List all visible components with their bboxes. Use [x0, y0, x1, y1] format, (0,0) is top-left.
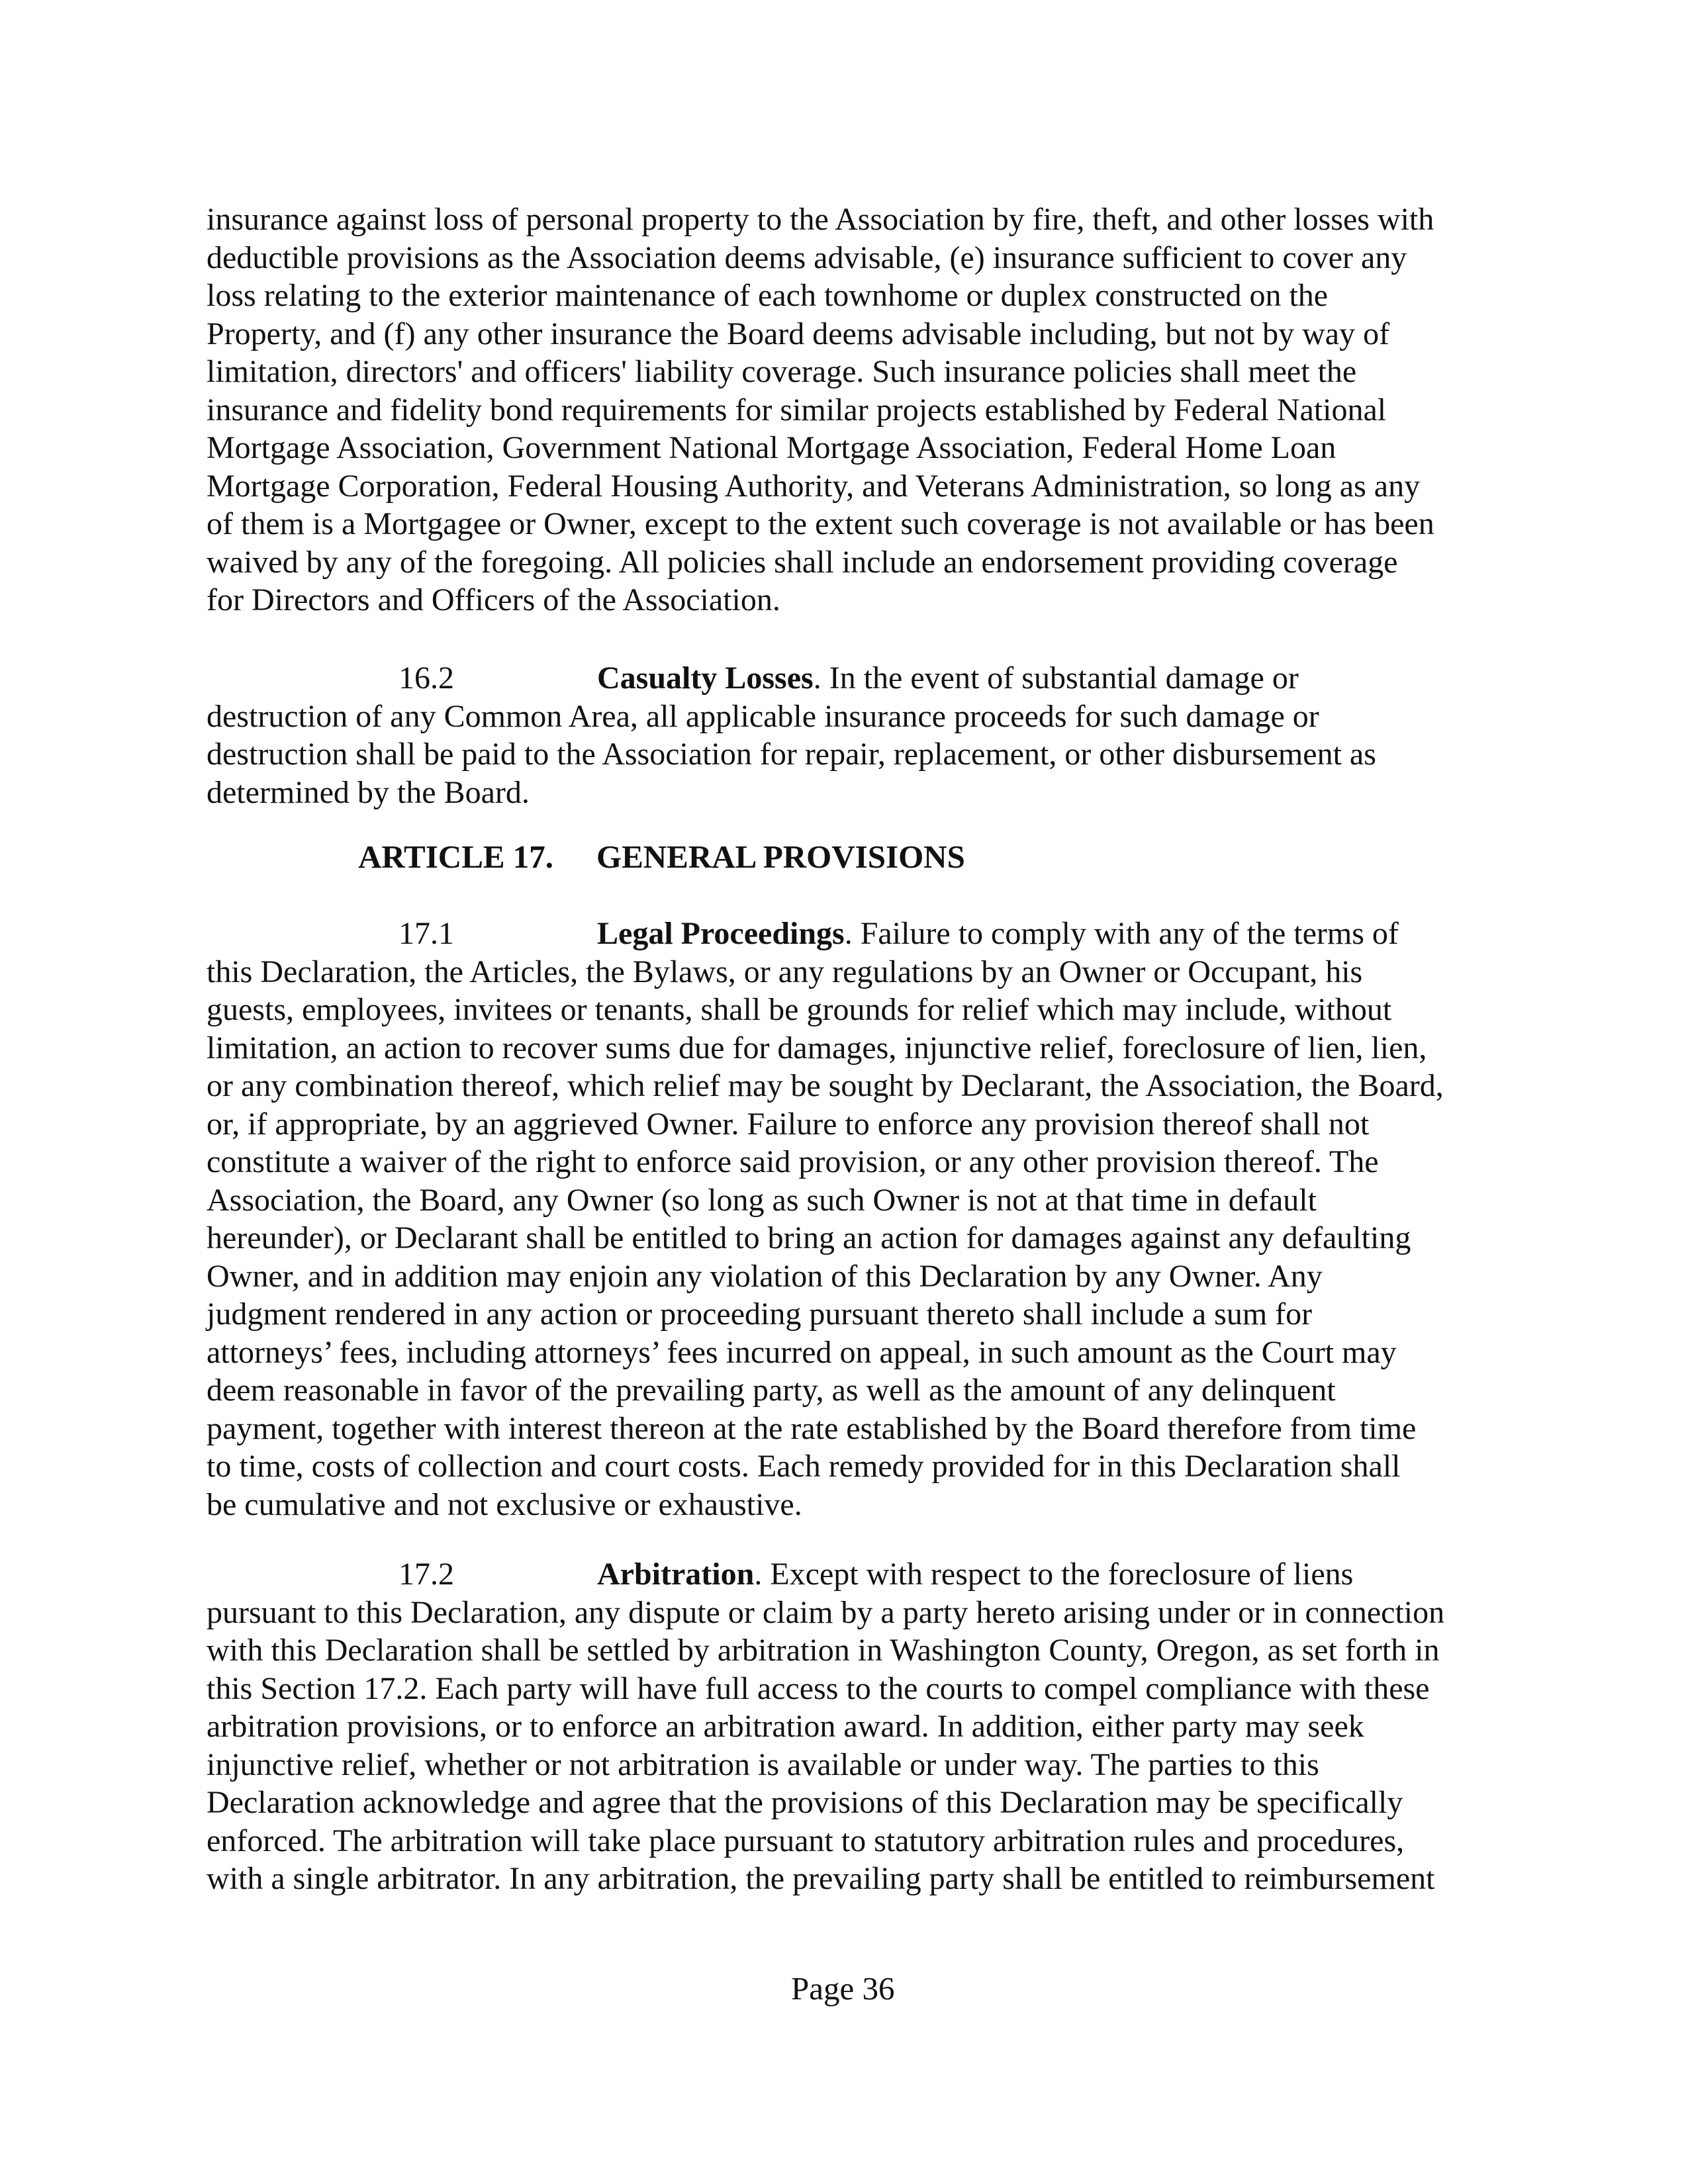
article-heading [358, 838, 965, 876]
text-line: loss relating to the exterior maintenance of each townhome or duplex constructed on the [207, 278, 1329, 313]
text-line: deem reasonable in favor of the prevailing party, as well as the amount of any delinquent [207, 1373, 1336, 1408]
text-line: insurance against loss of personal property to the Association by fire, theft, and other losses with [207, 202, 1434, 237]
text-line: Association, the Board, any Owner (so long as such Owner is not at that time in default [207, 1182, 1317, 1218]
text-line: waived by any of the foregoing. All policies shall include an endorsement providing coverage [207, 544, 1398, 580]
section-title: Legal Proceedings [597, 916, 845, 951]
text-run: . Failure to comply with any of the terms of [844, 916, 1399, 951]
text-line: Declaration acknowledge and agree that the provisions of this Declaration may be specifically [207, 1785, 1403, 1820]
section-number: 17.2 [399, 1557, 454, 1592]
text-line: enforced. The arbitration will take place pursuant to statutory arbitration rules and procedures, [207, 1823, 1405, 1858]
text-line: Mortgage Association, Government National Mortgage Association, Federal Home Loan [207, 430, 1336, 465]
text-run: . In the event of substantial damage or [813, 660, 1299, 696]
section-16-2-heading-line [207, 659, 1491, 698]
text-line: for Directors and Officers of the Association. [207, 582, 780, 617]
text-line: deductible provisions as the Association deems advisable, (e) insurance sufficient to cover any [207, 240, 1407, 275]
text-line: injunctive relief, whether or not arbitration is available or under way. The parties to this [207, 1747, 1319, 1782]
text-line: with a single arbitrator. In any arbitration, the prevailing party shall be entitled to reimbursement [207, 1861, 1435, 1896]
section-17-2 [207, 1555, 1491, 1898]
text-line: destruction shall be paid to the Association for repair, replacement, or other disbursement as [207, 737, 1376, 772]
text-line: destruction of any Common Area, all applicable insurance proceeds for such damage or [207, 698, 1319, 734]
section-title: Casualty Losses [597, 660, 814, 696]
section-17-1-heading-line [207, 915, 1491, 953]
text-line: pursuant to this Declaration, any dispute or claim by a party hereto arising under or in connection [207, 1594, 1445, 1630]
page-number: Page 36 [791, 1970, 895, 2007]
text-line: payment, together with interest thereon at the rate established by the Board therefore from time [207, 1410, 1417, 1446]
section-17-2-heading-line [207, 1555, 1491, 1594]
text-line: or, if appropriate, by an aggrieved Owner. Failure to enforce any provision thereof shall not [207, 1106, 1370, 1142]
section-16-2 [207, 659, 1491, 811]
text-line: guests, employees, invitees or tenants, shall be grounds for relief which may include, without [207, 992, 1392, 1027]
text-line: limitation, an action to recover sums due for damages, injunctive relief, foreclosure of lien, lien, [207, 1030, 1427, 1066]
text-line: arbitration provisions, or to enforce an arbitration award. In addition, either party may seek [207, 1709, 1364, 1744]
text-line: of them is a Mortgagee or Owner, except to the extent such coverage is not available or has been [207, 506, 1434, 541]
section-number: 17.1 [399, 916, 454, 951]
section-title: Arbitration [597, 1557, 755, 1592]
text-line: hereunder), or Declarant shall be entitled to bring an action for damages against any defaulting [207, 1220, 1411, 1255]
text-line: Mortgage Corporation, Federal Housing Authority, and Veterans Administration, so long as any [207, 468, 1421, 504]
text-line: limitation, directors' and officers' liability coverage. Such insurance policies shall meet the [207, 354, 1357, 389]
text-line: this Declaration, the Articles, the Bylaws, or any regulations by an Owner or Occupant, his [207, 954, 1363, 989]
text-line: attorneys’ fees, including attorneys’ fees incurred on appeal, in such amount as the Court may [207, 1334, 1397, 1370]
text-line: insurance and fidelity bond requirements for similar projects established by Federal National [207, 392, 1387, 428]
text-line: Owner, and in addition may enjoin any violation of this Declaration by any Owner. Any [207, 1258, 1323, 1294]
section-17-1 [207, 915, 1491, 1524]
text-line: with this Declaration shall be settled by arbitration in Washington County, Oregon, as set forth in [207, 1633, 1440, 1668]
text-line: be cumulative and not exclusive or exhaustive. [207, 1486, 802, 1522]
section-16-1-continuation [207, 201, 1491, 619]
text-line: constitute a waiver of the right to enforce said provision, or any other provision thereof. The [207, 1144, 1379, 1179]
text-run: . Except with respect to the foreclosure of liens [754, 1557, 1354, 1592]
article-title: GENERAL PROVISIONS [596, 839, 965, 875]
text-line: to time, costs of collection and court costs. Each remedy provided for in this Declaration shall [207, 1449, 1401, 1484]
text-line: Property, and (f) any other insurance the Board deems advisable including, but not by way of [207, 316, 1390, 351]
text-line: or any combination thereof, which relief may be sought by Declarant, the Association, the Board, [207, 1068, 1444, 1103]
text-line: judgment rendered in any action or proceeding pursuant thereto shall include a sum for [207, 1297, 1313, 1332]
text-line: this Section 17.2. Each party will have full access to the courts to compel compliance with these [207, 1670, 1430, 1706]
text-line: determined by the Board. [207, 774, 530, 810]
section-number: 16.2 [399, 660, 454, 696]
article-number: ARTICLE 17. [358, 839, 554, 875]
